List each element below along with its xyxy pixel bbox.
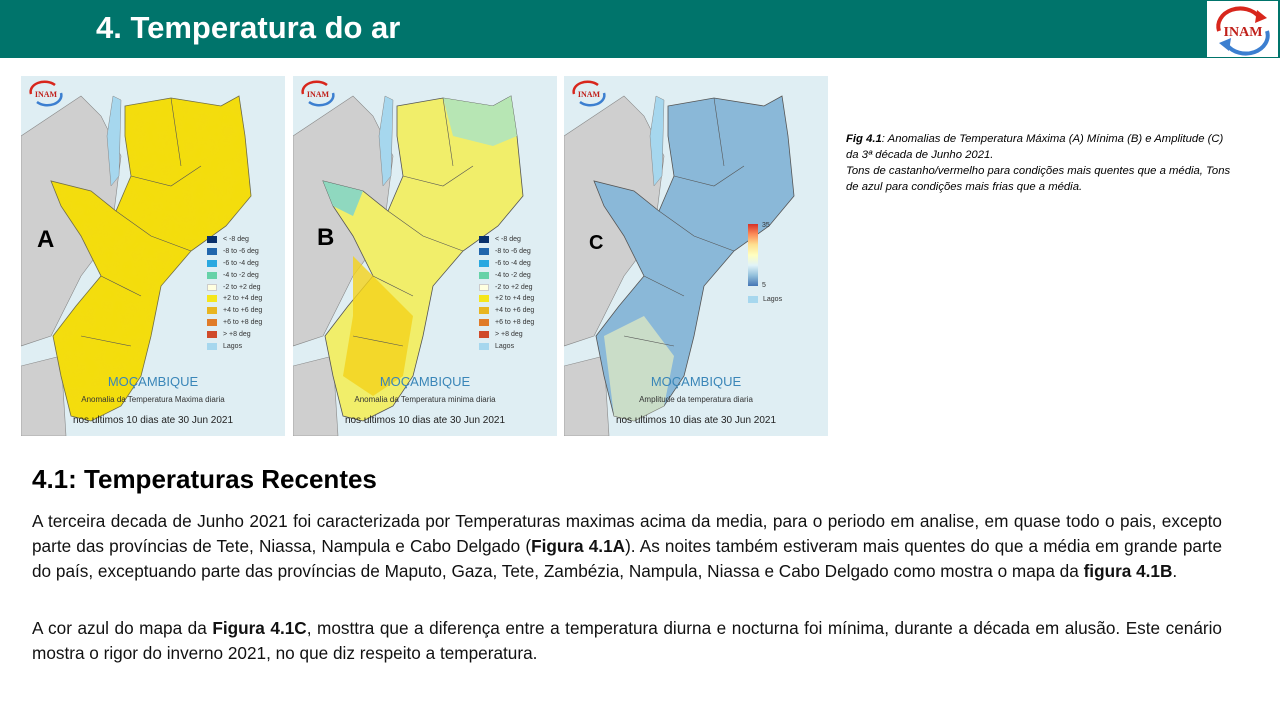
inam-logo-small [297, 78, 339, 108]
svg-text:INAM: INAM [1223, 25, 1263, 40]
paragraph-2: A cor azul do mapa da Figura 4.1C, mosttra que a diferença entre a temperatura diurna e nocturna foi mínima, durante a década em alusão. Este cenário mostra o rigor do inverno 2021, no que diz respeito a temperatura. [32, 618, 1222, 663]
inam-logo [1207, 1, 1278, 57]
caption-text-2: Tons de castanho/vermelho para condições mais quentes que a média, Tons de azul para condições mais frias que a média. [846, 165, 1231, 193]
map-period-c: nos ultimos 10 dias ate 30 Jun 2021 [615, 415, 777, 426]
figure-ref-4-1b: figura 4.1B [1083, 561, 1173, 581]
panel-letter-c: C [589, 232, 604, 254]
legend-anomaly-a: < -8 deg -8 to -6 deg -6 to -4 deg -4 to -2 deg -2 to +2 deg +2 to +4 deg +4 to +6 deg +6 to +8 deg > +8 deg Lagos [207, 234, 262, 352]
map-period-b: nos ultimos 10 dias ate 30 Jun 2021 [344, 415, 506, 426]
panel-letter-a: A [37, 226, 55, 253]
caption-fig-label: Fig 4.1 [846, 133, 882, 145]
map-subtitle-a: Anomalia da Temperatura Maxima diaria [81, 395, 225, 404]
caption-text-1: : Anomalias de Temperatura Máxima (A) Mínima (B) e Amplitude (C) da 3ª década de Junho 2021. [846, 133, 1224, 161]
map-country-b: MOÇAMBIQUE [379, 374, 471, 389]
panel-letter-b: B [317, 224, 335, 251]
colorbar-max: 35 [762, 222, 770, 229]
figure-caption [846, 131, 1236, 195]
svg-text:INAM: INAM [306, 90, 330, 99]
lakes-legend: Lagos [748, 296, 782, 303]
inam-logo-small [568, 78, 610, 108]
svg-text:INAM: INAM [577, 90, 601, 99]
map-subtitle-c: Amplitude da temperatura diaria [639, 395, 753, 404]
map-b [293, 76, 557, 436]
colorbar-min: 5 [762, 282, 766, 289]
map-c [564, 76, 828, 436]
title-bar [0, 0, 1280, 58]
map-period-a: nos ultimos 10 dias ate 30 Jun 2021 [72, 415, 234, 426]
figure-ref-4-1a: Figura 4.1A [531, 536, 626, 556]
map-a [21, 76, 285, 436]
map-subtitle-b: Anomalia da Temperatura minima diaria [354, 395, 496, 404]
amplitude-colorbar [748, 224, 758, 286]
legend-anomaly-b: < -8 deg -8 to -6 deg -6 to -4 deg -4 to -2 deg -2 to +2 deg +2 to +4 deg +4 to +6 deg +6 to +8 deg > +8 deg Lagos [479, 234, 534, 352]
page-title: 4. Temperatura do ar [96, 10, 401, 45]
paragraph-1: A terceira decada de Junho 2021 foi caracterizada por Temperaturas maximas acima da media, para o periodo em analise, em quase todo o pais, excepto parte das províncias de Tete, Niassa, Nampula e Cabo Delgado (Figura 4.1A). As noites também estiveram mais quentes do que a média em grande parte do país, exceptuando parte das províncias de Maputo, Gaza, Tete, Zambézia, Nampula, Niassa e Cabo Delgado como mostra o mapa da figura 4.1B. [32, 511, 1222, 581]
inam-logo-small [25, 78, 67, 108]
map-country-a: MOÇAMBIQUE [107, 374, 199, 389]
section-title: 4.1: Temperaturas Recentes [32, 464, 377, 494]
figure-ref-4-1c: Figura 4.1C [212, 618, 307, 638]
map-country-c: MOÇAMBIQUE [650, 374, 742, 389]
svg-text:INAM: INAM [34, 90, 58, 99]
